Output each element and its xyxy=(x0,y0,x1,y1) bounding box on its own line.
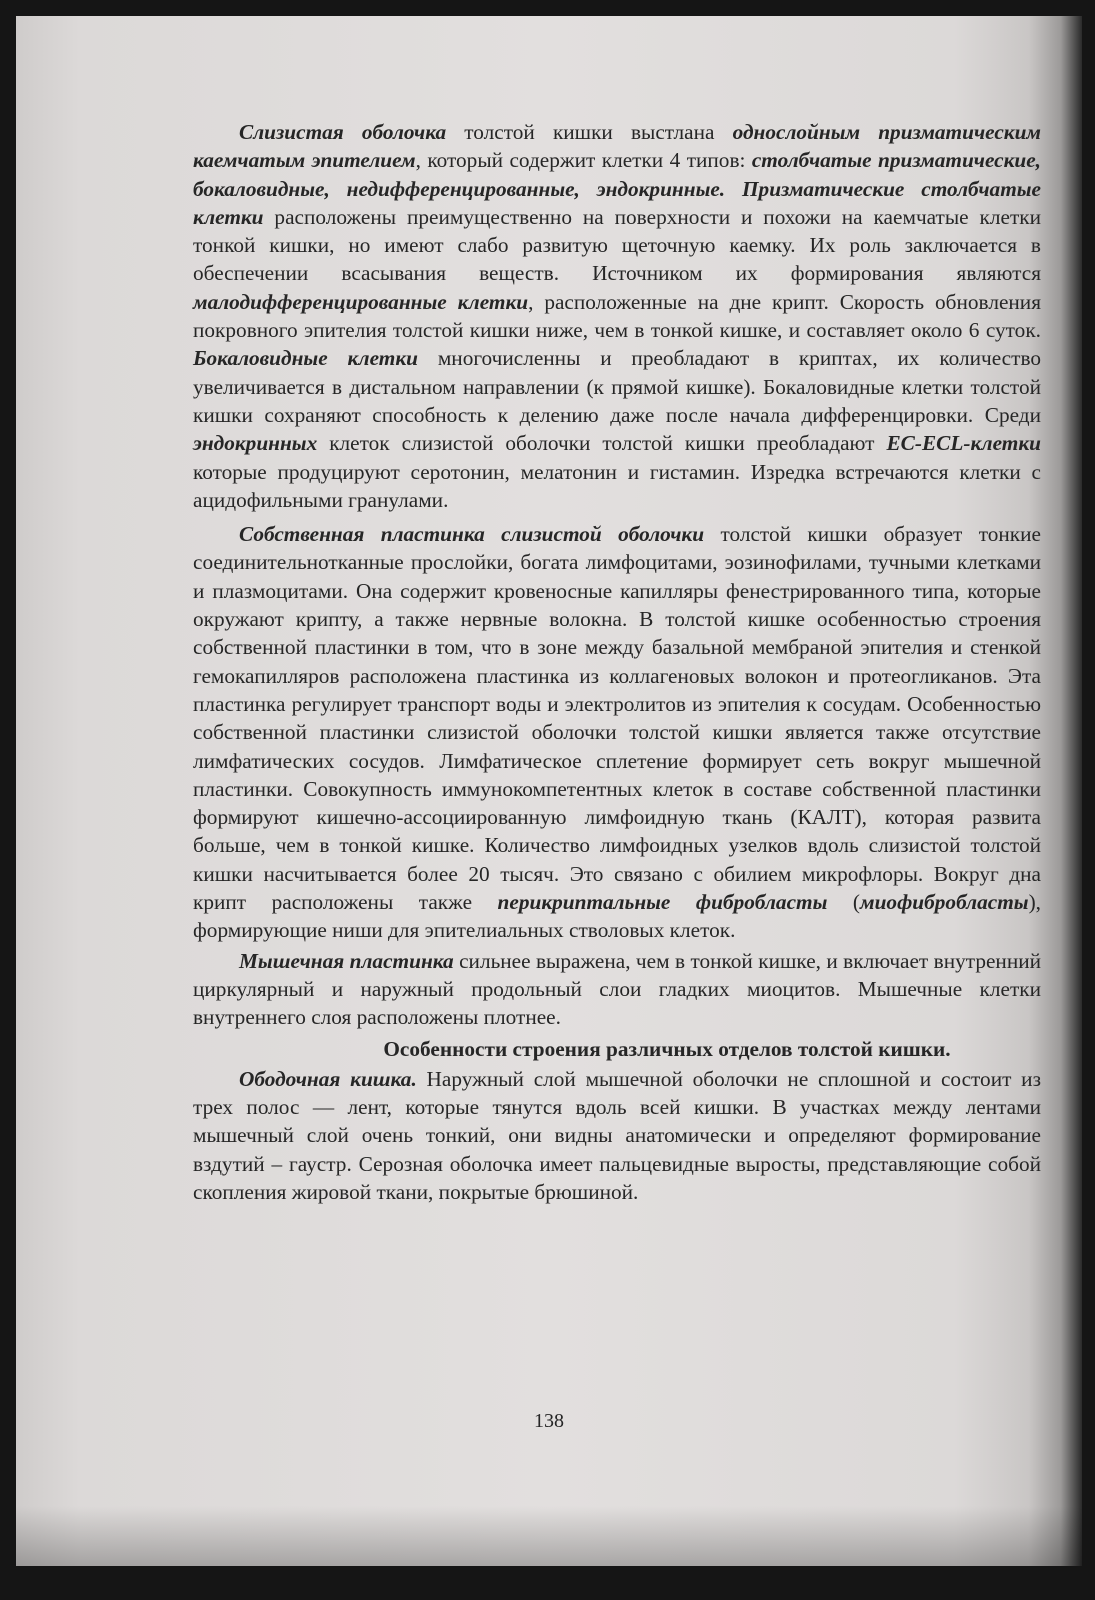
text: толстой кишки образует тонкие соединительнотканные прослойки, богата лимфоцитами, эозинофилами, тучными клетками и плазмоцитами. Она содержит кровеносные капилляры фенестрированного типа, которые окружают крипту, а также нервные волокна. В толстой кишке особенностью строения собственной пластинки в том, что в зоне между базальной мембраной эпителия и стенкой гемокапилляров расположена пластинка из коллагеновых волокон и протеогликанов. Эта пластинка регулирует транспорт воды и электролитов из эпителия к сосудам. Особенностью собственной пластинки слизистой оболочки толстой кишки является также отсутствие лимфатических сосудов. Лимфатическое сплетение формирует сеть вокруг мышечной пластинки. Совокупность иммунокомпетентных клеток в составе собственной пластинки формируют кишечно-ассоциированную лимфоидную ткань (КАЛТ), которая развита больше, чем в тонкой кишке. Количество лимфоидных узелков вдоль слизистой толстой кишки насчитывается более 20 тысяч. Это связано с обилием микрофлоры. Вокруг дна крипт расположены также xyxy=(193,522,1041,915)
text: толстой кишки выстлана xyxy=(446,120,733,144)
paragraph-lamina-propria xyxy=(193,520,1041,944)
page-number: 138 xyxy=(534,1410,564,1432)
paragraph-mucosa xyxy=(193,118,1041,514)
page-text xyxy=(193,118,1041,1206)
term: малодифференцированные клетки xyxy=(193,289,529,314)
text: которые продуцируют серотонин, мелатонин и гистамин. Изредка встречаются клетки с ацидофильными гранулами. xyxy=(193,459,1041,512)
book-page xyxy=(16,16,1082,1566)
term: однослойным призматическим каемчатым эпителием xyxy=(193,120,1041,173)
term: столбчатые призматические, бокаловидные, недифференцированные, эндокринные. Призматические столбчатые клетки xyxy=(193,148,1042,229)
term: Бокаловидные клетки xyxy=(193,346,418,371)
term: перикриптальные фибробласты xyxy=(497,890,828,915)
text: клеток слизистой оболочки толстой кишки преобладают xyxy=(317,431,887,456)
text: сильнее выражена, чем в тонкой кишке, и включает внутренний циркулярный и наружный продольный слои гладких миоцитов. Мышечные клетки внутреннего слоя расположены плотнее. xyxy=(193,948,1042,1030)
term: Собственная пластинка слизистой оболочки xyxy=(239,522,705,547)
text: ), формирующие ниши для эпителиальных стволовых клеток. xyxy=(193,890,1041,943)
term: ЕС-ECL-клетки xyxy=(886,431,1041,456)
term: миофибробласты xyxy=(859,890,1029,915)
paragraph-muscularis xyxy=(193,947,1041,1032)
page-shadow xyxy=(16,1506,1082,1566)
text: ( xyxy=(827,890,860,915)
paragraph-colon xyxy=(193,1065,1041,1206)
text: , который содержит клетки 4 типов: xyxy=(415,148,752,173)
term: Мышечная пластинка xyxy=(239,948,454,973)
text: , расположенные на дне крипт. Скорость обновления покровного эпителия толстой кишки ниже, чем в тонкой кишке, и составляет около 6 суток. xyxy=(193,289,1041,343)
term: Слизистая оболочка xyxy=(239,120,447,144)
text: расположены преимущественно на поверхности и похожи на каемчатые клетки тонкой кишки, но имеют слабо развитую щеточную каемку. Их роль заключается в обеспечении всасывания веществ. Источником их формирования являются xyxy=(193,204,1041,286)
term: эндокринных xyxy=(193,431,318,456)
text: Наружный слой мышечной оболочки не сплошной и состоит из трех полос — лент, которые тянутся вдоль всей кишки. В участках между лентами мышечный слой очень тонкий, они видны анатомически и определяют формирование вздутий – гаустр. Серозная оболочка имеет пальцевидные выросты, представляющие собой скопления жировой ткани, покрытые брюшиной. xyxy=(193,1066,1041,1204)
term: Ободочная кишка. xyxy=(239,1066,417,1091)
text: многочисленны и преобладают в криптах, их количество увеличивается в дистальном направлении (к прямой кишке). Бокаловидные клетки толстой кишки сохраняют способность к делению даже после начала дифференцировки. Среди xyxy=(193,346,1042,427)
section-heading: Особенности строения различных отделов толстой кишки. xyxy=(383,1036,951,1061)
